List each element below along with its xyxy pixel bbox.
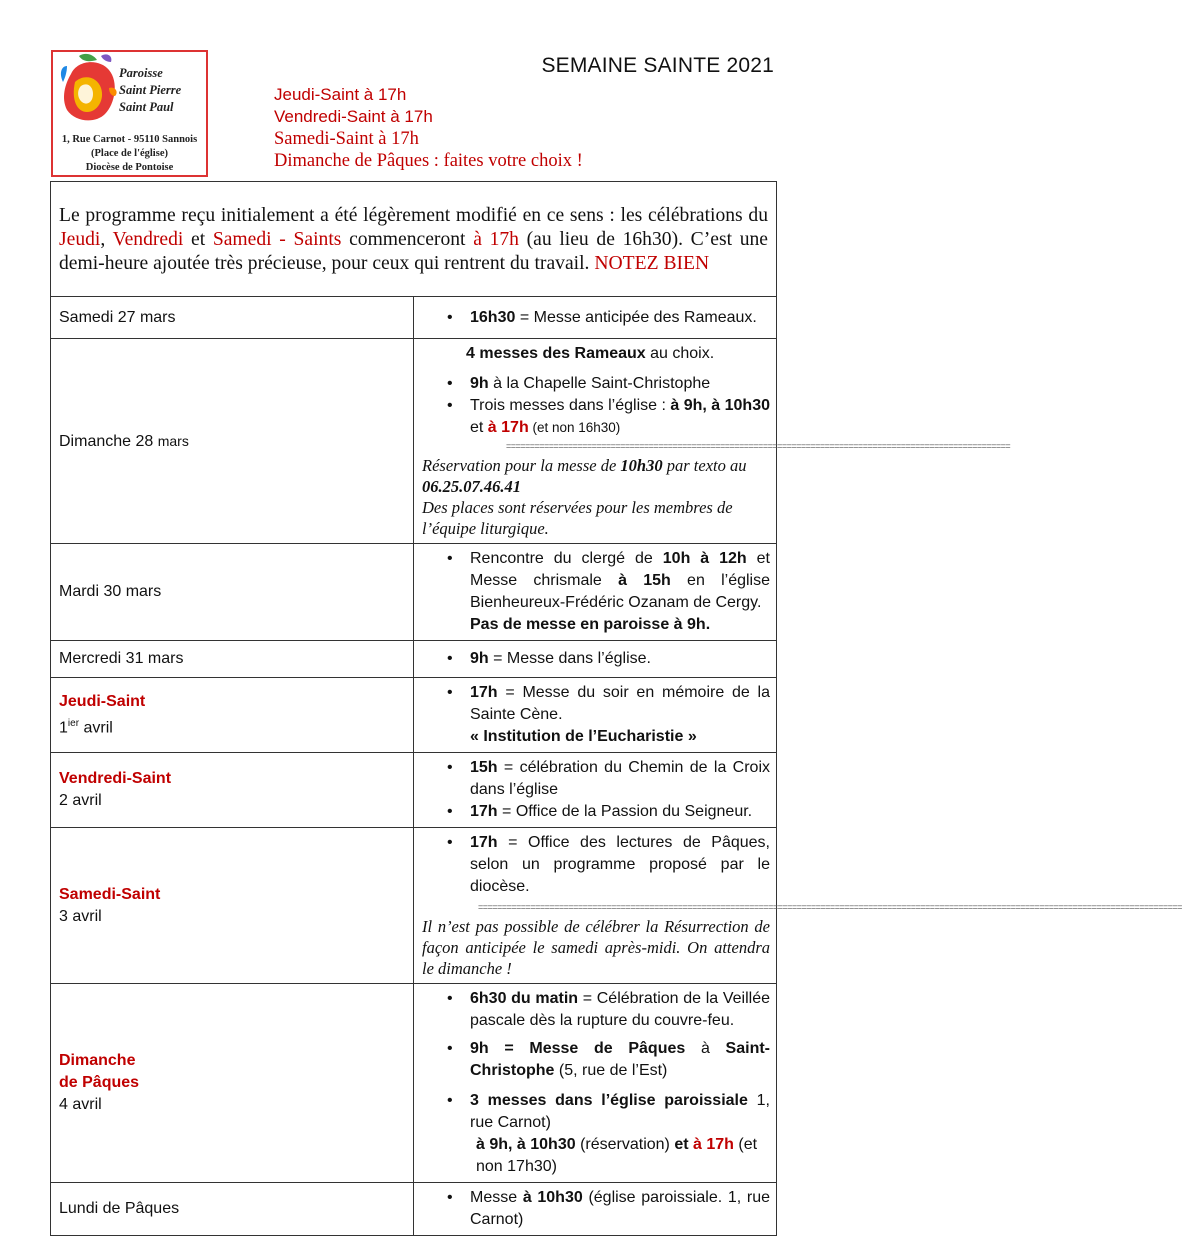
intro-text: commenceront xyxy=(341,229,474,250)
table-row xyxy=(51,297,777,339)
table-row xyxy=(51,678,777,753)
list-item: • 9h = Messe dans l’église. xyxy=(422,648,770,670)
intro-samedi: Samedi - Saints xyxy=(212,229,342,250)
eucharist-label: « Institution de l’Eucharistie » xyxy=(470,728,697,745)
separator-line: ========================================================================================================== xyxy=(506,441,1011,451)
detail-cell xyxy=(414,984,777,1183)
mass-times: à 9h, à 10h30 (réservation) et à 17h (et non 17h30) xyxy=(476,1136,758,1175)
table-row xyxy=(51,828,777,984)
reserved-places-note: Des places sont réservées pour les membres de l’équipe liturgique. xyxy=(422,498,733,538)
intro-text: et xyxy=(183,229,213,250)
intro-text: (au lieu de 16h30). C’est une demi-heure ajoutée très précieuse, pour ceux qui rentrent du travail. xyxy=(59,229,768,274)
table-row xyxy=(51,1183,777,1236)
intro-notez-bien: NOTEZ BIEN xyxy=(594,253,710,274)
table-row xyxy=(51,641,777,678)
detail-cell xyxy=(414,641,777,678)
detail-cell xyxy=(414,828,1182,984)
day-cell: Vendredi-Saint 2 avril xyxy=(51,753,414,828)
header-samedi: Samedi-Saint à 17h xyxy=(274,129,419,149)
list-item: • 15h = célébration du Chemin de la Croix dans l’église xyxy=(422,757,770,801)
intro-text: , xyxy=(100,229,113,250)
intro-text: Le programme reçu initialement a été légèrement modifié en ce sens : les célébrations du xyxy=(59,205,768,226)
logo-address: 1, Rue Carnot - 95110 Sannois xyxy=(61,134,198,145)
logo-saint-pierre: Saint Pierre xyxy=(119,83,182,97)
detail-cell xyxy=(414,544,777,641)
intro-jeudi: Jeudi xyxy=(59,229,101,250)
intro-vendredi: Vendredi xyxy=(112,229,184,250)
list-item: • Messe à 10h30 (église paroissiale. 1, rue Carnot) xyxy=(422,1187,770,1231)
day-cell: Dimanche 28 mars xyxy=(51,339,414,544)
day-cell: Samedi 27 mars xyxy=(51,297,414,339)
logo-place: (Place de l'église) xyxy=(91,148,168,159)
list-heading: 4 messes des Rameaux au choix. xyxy=(466,345,715,362)
list-item: • 16h30 = Messe anticipée des Rameaux. xyxy=(422,307,770,329)
list-item: • 17h = Messe du soir en mémoire de la Sainte Cène. xyxy=(422,682,770,726)
list-item: • 3 messes dans l’église paroissiale 1, rue Carnot) xyxy=(422,1090,770,1134)
list-item: • 9h = Messe de Pâques à Saint-Christophe (5, rue de l’Est) xyxy=(422,1038,770,1082)
detail-cell xyxy=(414,753,777,828)
logo-parish-label: Paroisse xyxy=(119,66,163,80)
list-item: • 6h30 du matin = Célébration de la Veillée pascale dès la rupture du couvre-feu. xyxy=(422,988,770,1032)
table-row xyxy=(51,753,777,828)
detail-cell xyxy=(414,339,1011,544)
list-item: • Rencontre du clergé de 10h à 12h et Messe chrismale à 15h en l’église Bienheureux-Frédéric Ozanam de Cergy. xyxy=(422,548,770,614)
day-cell: Mardi 30 mars xyxy=(51,544,414,641)
page-title: SEMAINE SAINTE 2021 xyxy=(541,54,774,77)
reservation-note: Réservation pour la messe de 10h30 par texto au 06.25.07.46.41 xyxy=(422,456,747,496)
table-row xyxy=(51,544,777,641)
detail-cell xyxy=(414,678,777,753)
list-item: • 17h = Office de la Passion du Seigneur. xyxy=(422,801,770,823)
day-cell: Mercredi 31 mars xyxy=(51,641,414,678)
intro-notice xyxy=(51,182,777,297)
intro-time: à 17h xyxy=(473,229,519,250)
resurrection-note: Il n’est pas possible de célébrer la Résurrection de façon anticipée le samedi après-midi. On attendra le dimanche ! xyxy=(422,917,770,978)
day-cell: Dimanche de Pâques 4 avril xyxy=(51,984,414,1183)
header-jeudi: Jeudi-Saint à 17h xyxy=(274,85,407,104)
table-row xyxy=(51,984,777,1183)
logo-saint-paul: Saint Paul xyxy=(119,100,174,114)
detail-cell xyxy=(414,297,777,339)
list-item: • Trois messes dans l’église : à 9h, à 10h30 et à 17h (et non 16h30) xyxy=(422,395,770,439)
logo-diocese: Diocèse de Pontoise xyxy=(85,162,174,173)
detail-cell xyxy=(414,1183,777,1236)
list-item: • 17h = Office des lectures de Pâques, selon un programme proposé par le diocèse. xyxy=(422,832,770,898)
list-item: • 9h à la Chapelle Saint-Christophe xyxy=(422,373,770,395)
header-vendredi: Vendredi-Saint à 17h xyxy=(274,107,433,126)
parish-logo xyxy=(51,50,208,177)
header-dimanche: Dimanche de Pâques : faites votre choix ! xyxy=(274,151,583,171)
day-cell: Lundi de Pâques xyxy=(51,1183,414,1236)
day-cell: Jeudi-Saint $1^{ier}$ avril xyxy=(51,678,414,753)
separator-line: ==================================================================================================================================================== xyxy=(478,902,1182,912)
schedule-table xyxy=(50,181,1182,1236)
no-mass-note: Pas de messe en paroisse à 9h. xyxy=(470,616,711,633)
table-row xyxy=(51,339,777,544)
day-cell: Samedi-Saint 3 avril xyxy=(51,828,414,984)
